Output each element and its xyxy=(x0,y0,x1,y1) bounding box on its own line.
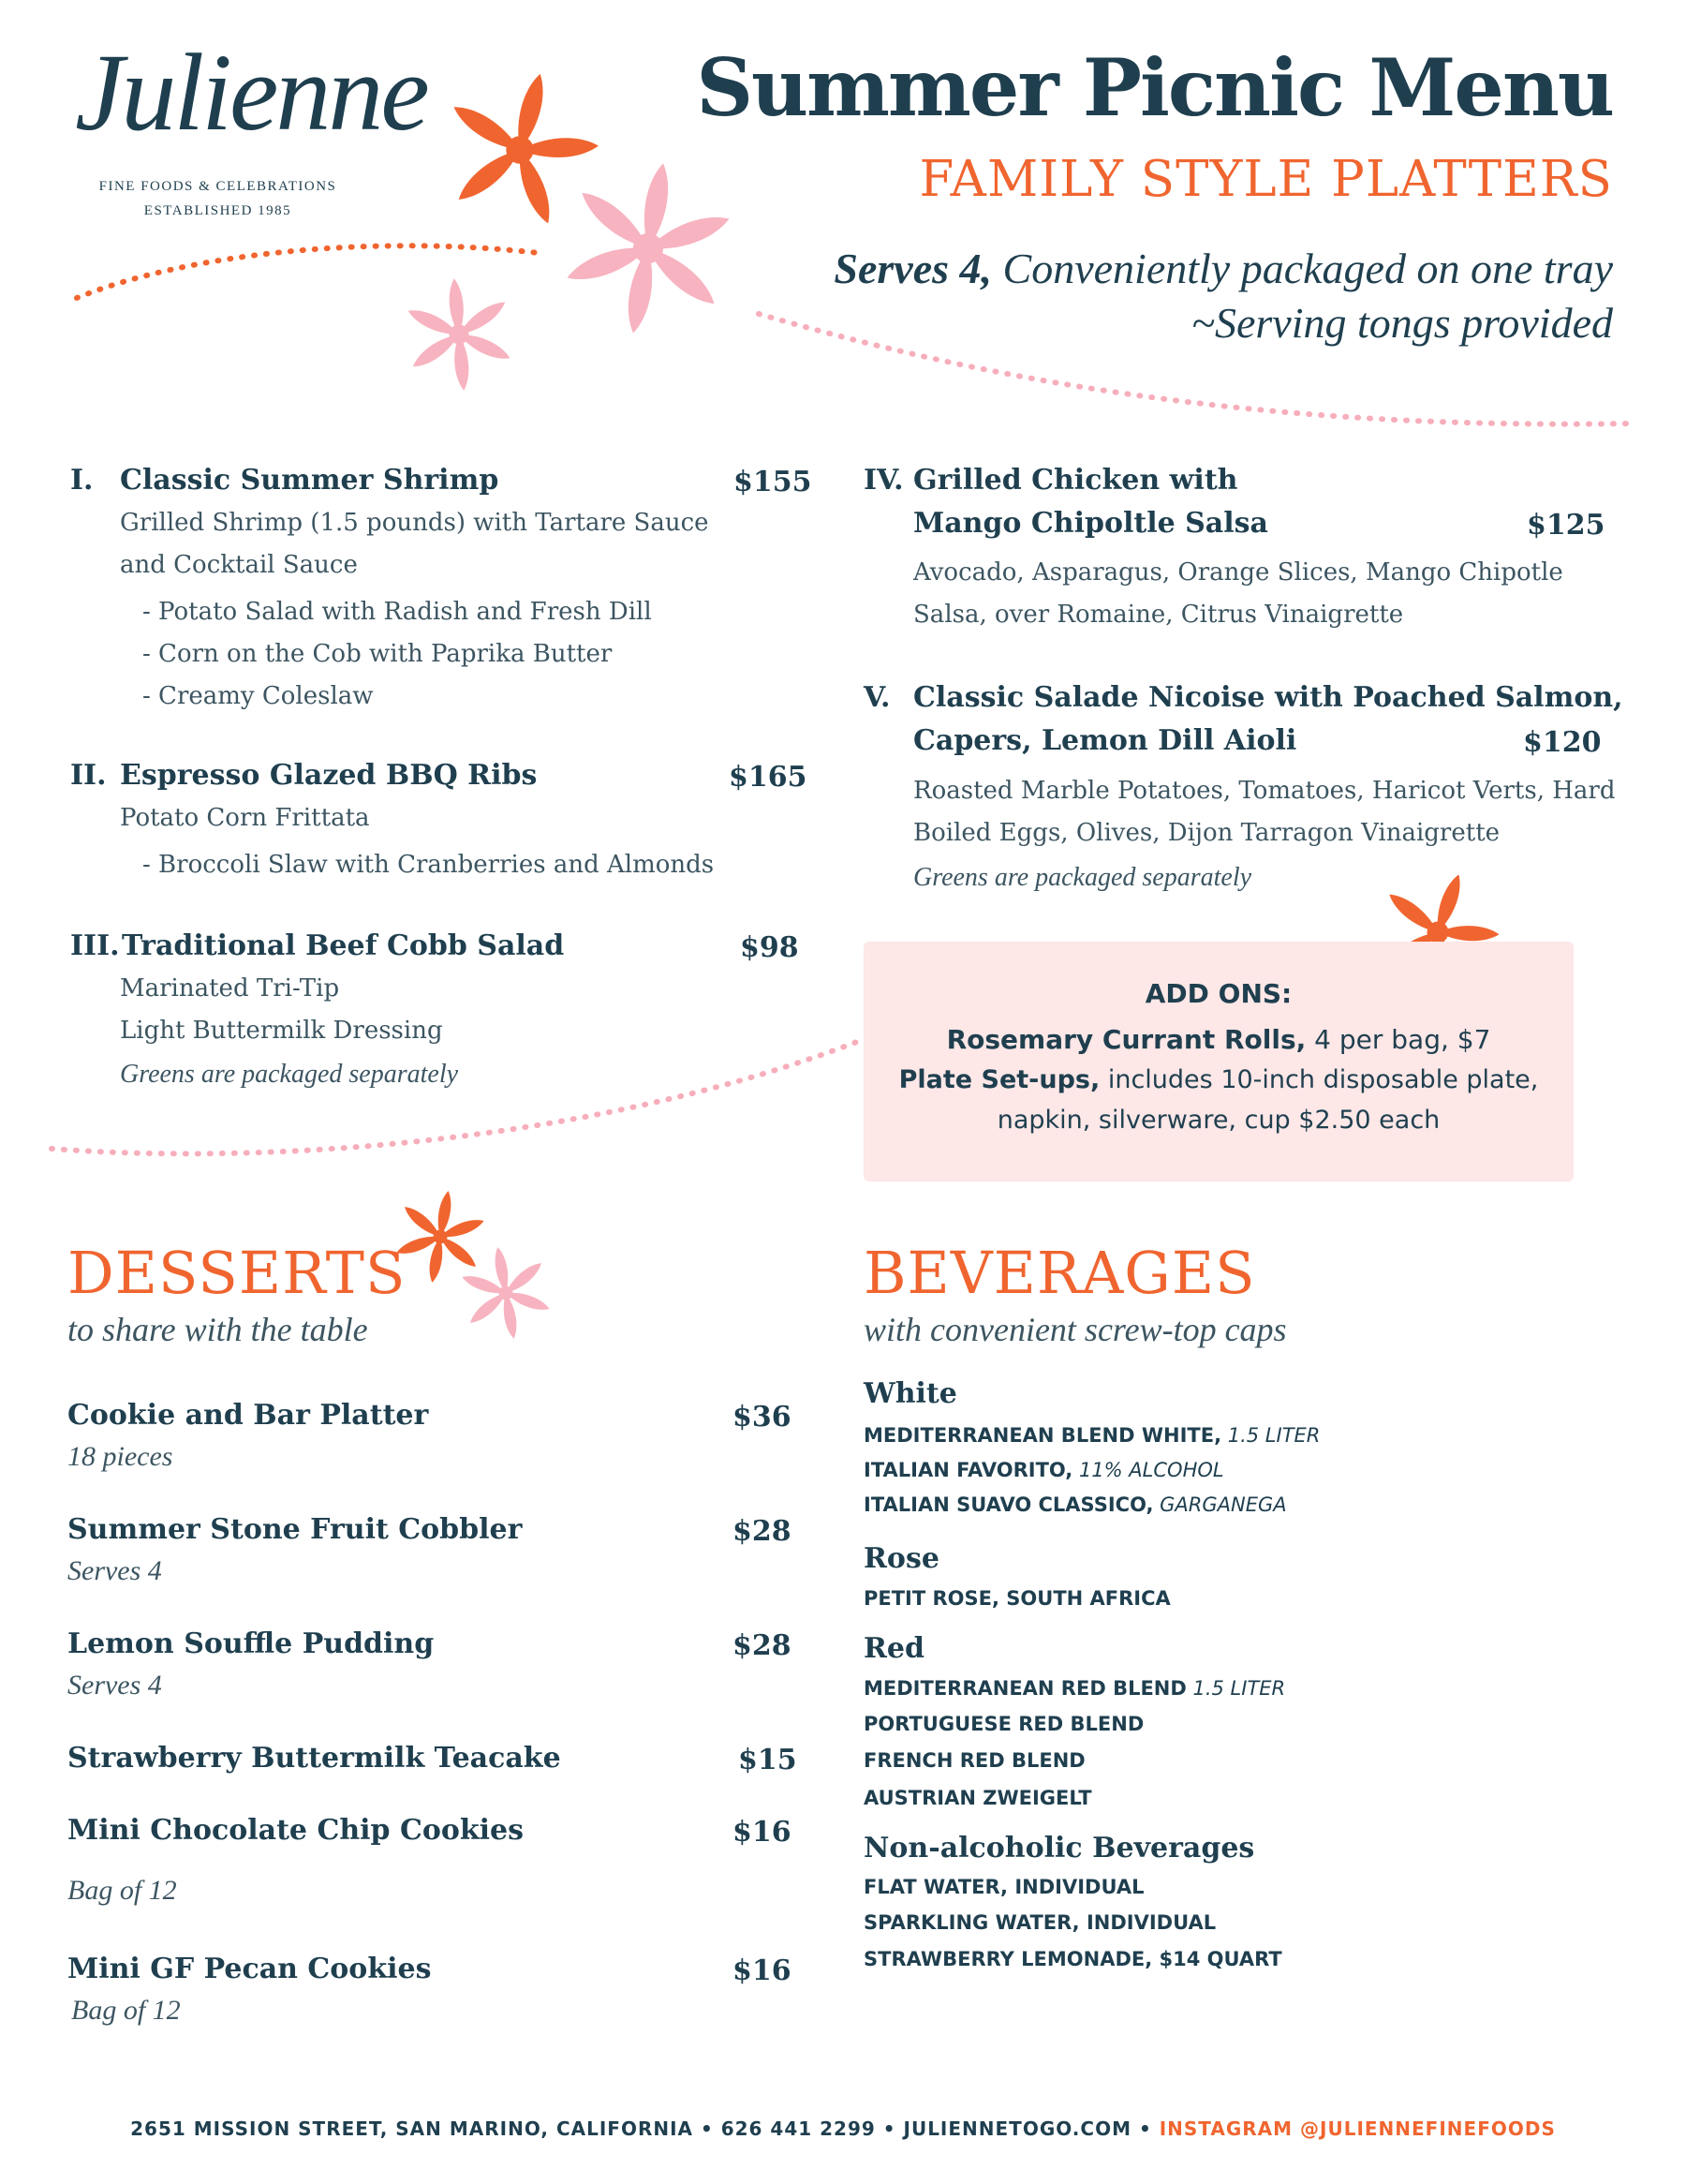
dotted-line-mid xyxy=(52,1040,862,1153)
pink-flower-icon xyxy=(555,150,742,348)
dessert-price: $16 xyxy=(732,1954,791,1987)
platter-number: III. xyxy=(70,929,120,962)
tongs-note: ~Serving tongs provided xyxy=(1191,299,1613,347)
beverage-category-white: White xyxy=(864,1377,957,1410)
beverage-item: ITALIAN SUAVO CLASSICO, GARGANEGA xyxy=(864,1493,1287,1516)
addons-plates-line2: napkin, silverware, cup $2.50 each xyxy=(997,1106,1441,1135)
platter-side: - Potato Salad with Radish and Fresh Dill xyxy=(142,598,652,626)
beverage-item: MEDITERRANEAN BLEND WHITE, 1.5 LITER xyxy=(864,1424,1321,1447)
platter-name: Espresso Glazed BBQ Ribs xyxy=(120,759,538,792)
platter-price: $120 xyxy=(1523,726,1602,759)
instagram-link[interactable]: INSTAGRAM @JULIENNEFINEFOODS xyxy=(1159,2117,1556,2140)
logo: Julienne xyxy=(75,31,427,154)
serves-bold: Serves 4, xyxy=(834,245,993,292)
beverage-category-non-alcoholic: Non-alcoholic Beverages xyxy=(864,1832,1255,1865)
beverage-item: ITALIAN FAVORITO, 11% ALCOHOL xyxy=(864,1459,1224,1481)
beverage-category-red: Red xyxy=(864,1632,924,1665)
platter-note: Greens are packaged separately xyxy=(913,863,1252,892)
addons-heading: ADD ONS: xyxy=(1145,978,1293,1009)
rolls-label: Rosemary Currant Rolls, xyxy=(946,1024,1307,1055)
dessert-name: Strawberry Buttermilk Teacake xyxy=(67,1742,561,1775)
dessert-price: $16 xyxy=(732,1816,791,1849)
pink-flower-icon xyxy=(455,1240,556,1346)
platter-desc: Grilled Shrimp (1.5 pounds) with Tartare Sauce xyxy=(120,509,709,537)
platter-name: Grilled Chicken with xyxy=(913,464,1238,497)
platter-desc: Salsa, over Romaine, Citrus Vinaigrette xyxy=(913,601,1404,629)
dessert-name: Mini Chocolate Chip Cookies xyxy=(67,1814,525,1847)
beverage-item: PETIT ROSE, SOUTH AFRICA xyxy=(864,1587,1171,1610)
platter-note: Greens are packaged separately xyxy=(120,1060,459,1089)
platter-desc: and Cocktail Sauce xyxy=(120,551,358,579)
platter-name: Capers, Lemon Dill Aioli xyxy=(913,724,1297,757)
dessert-name: Summer Stone Fruit Cobbler xyxy=(67,1513,523,1546)
dessert-sub: 18 pieces xyxy=(67,1441,173,1472)
tagline-line-2: ESTABLISHED 1985 xyxy=(143,203,292,218)
serving-info xyxy=(834,242,1613,350)
footer xyxy=(0,2117,1686,2140)
footer-address: 2651 MISSION STREET, SAN MARINO, CALIFORNIA • 626 441 2299 • JULIENNETOGO.COM • xyxy=(130,2117,1160,2140)
platter-name: Traditional Beef Cobb Salad xyxy=(122,929,565,962)
tagline-line-1: FINE FOODS & CELEBRATIONS xyxy=(98,179,337,194)
platter-desc: Light Buttermilk Dressing xyxy=(120,1017,443,1045)
plates-label: Plate Set-ups, xyxy=(898,1065,1101,1094)
platter-number: II. xyxy=(70,759,107,792)
platter-name: Mango Chipoltle Salsa xyxy=(913,507,1268,540)
desserts-heading: DESSERTS xyxy=(67,1239,407,1307)
platter-price: $155 xyxy=(733,466,812,498)
plates-detail: includes 10-inch disposable plate, xyxy=(1100,1065,1539,1094)
dessert-sub: Serves 4 xyxy=(67,1670,162,1701)
beverage-item: AUSTRIAN ZWEIGELT xyxy=(864,1787,1092,1809)
platter-number: V. xyxy=(864,681,891,714)
logo-tagline xyxy=(75,174,361,223)
platter-side: - Broccoli Slaw with Cranberries and Almonds xyxy=(142,851,715,879)
platter-side: - Creamy Coleslaw xyxy=(142,682,374,710)
beverages-subheading: with convenient screw-top caps xyxy=(864,1311,1287,1348)
platter-desc: Roasted Marble Potatoes, Tomatoes, Haricot Verts, Hard xyxy=(913,777,1616,805)
beverage-item: MEDITERRANEAN RED BLEND 1.5 LITER xyxy=(864,1677,1286,1700)
orange-flower-icon xyxy=(427,53,615,237)
dessert-price: $28 xyxy=(732,1629,791,1662)
dessert-price: $15 xyxy=(738,1744,797,1776)
platter-price: $165 xyxy=(729,761,807,794)
beverage-item: STRAWBERRY LEMONADE, $14 QUART xyxy=(864,1948,1282,1970)
serves-rest: Conveniently packaged on one tray xyxy=(992,245,1613,292)
page-subtitle: FAMILY STYLE PLATTERS xyxy=(919,151,1613,208)
dessert-price: $28 xyxy=(732,1515,791,1548)
beverage-item: PORTUGUESE RED BLEND xyxy=(864,1713,1145,1735)
dessert-price: $36 xyxy=(732,1401,791,1434)
dessert-name: Cookie and Bar Platter xyxy=(67,1399,429,1432)
page-title: Summer Picnic Menu xyxy=(696,41,1613,134)
platter-name: Classic Summer Shrimp xyxy=(120,464,499,497)
platter-number: IV. xyxy=(864,464,904,497)
dessert-name: Mini GF Pecan Cookies xyxy=(67,1953,432,1985)
platter-desc: Marinated Tri-Tip xyxy=(120,974,340,1003)
beverage-item: FLAT WATER, INDIVIDUAL xyxy=(864,1876,1145,1898)
platter-desc: Potato Corn Frittata xyxy=(120,804,370,832)
beverages-heading: BEVERAGES xyxy=(864,1239,1256,1307)
beverage-item: SPARKLING WATER, INDIVIDUAL xyxy=(864,1911,1217,1934)
dessert-sub: Bag of 12 xyxy=(71,1995,181,2026)
rolls-detail: 4 per bag, $7 xyxy=(1306,1024,1491,1055)
beverage-item: FRENCH RED BLEND xyxy=(864,1749,1086,1772)
dessert-name: Lemon Souffle Pudding xyxy=(67,1627,435,1660)
platter-price: $98 xyxy=(740,931,799,964)
platter-name: Classic Salade Nicoise with Poached Salmon, xyxy=(913,681,1623,714)
platter-desc: Avocado, Asparagus, Orange Slices, Mango Chipotle xyxy=(913,558,1563,587)
beverage-category-rose: Rose xyxy=(864,1542,939,1575)
desserts-subheading: to share with the table xyxy=(67,1311,368,1348)
dessert-sub: Serves 4 xyxy=(67,1555,162,1586)
platter-desc: Boiled Eggs, Olives, Dijon Tarragon Vinaigrette xyxy=(913,819,1501,847)
platter-price: $125 xyxy=(1527,509,1605,542)
pink-flower-icon xyxy=(402,274,515,394)
dotted-line-top-left xyxy=(77,245,539,298)
dessert-sub: Bag of 12 xyxy=(67,1875,177,1906)
addons-rolls xyxy=(864,1024,1574,1055)
platter-number: I. xyxy=(70,464,94,497)
platter-side: - Corn on the Cob with Paprika Butter xyxy=(142,640,613,668)
addons-plates xyxy=(864,1065,1574,1094)
